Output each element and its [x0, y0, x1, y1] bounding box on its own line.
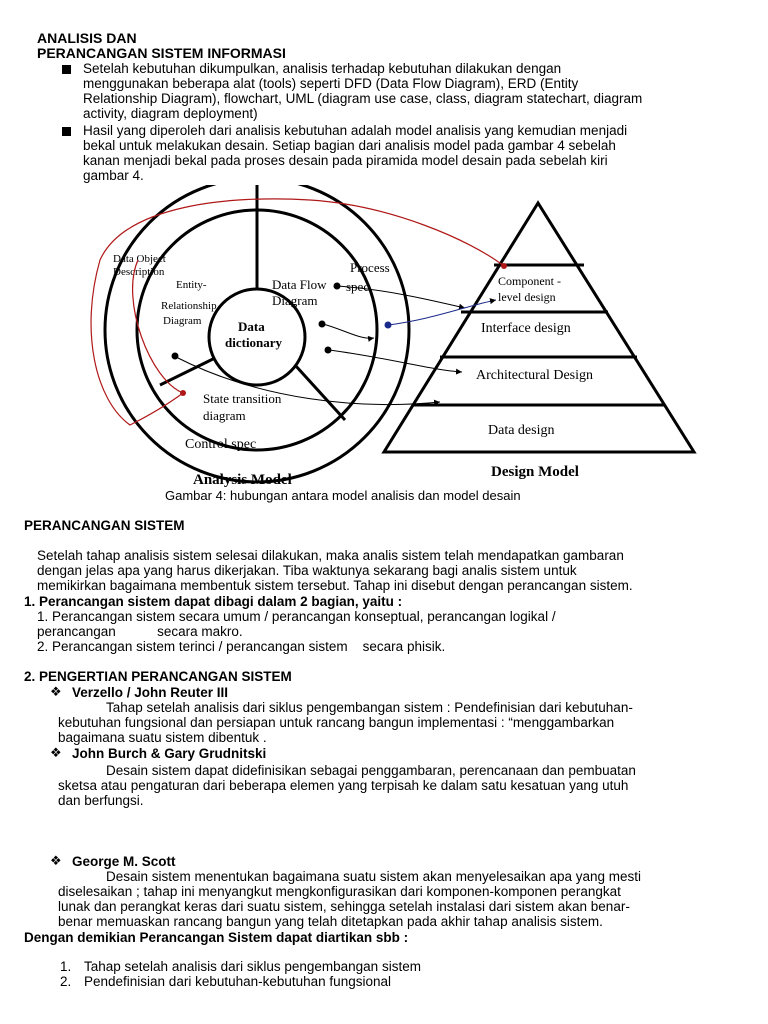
- erd-label-2: Relationship: [161, 300, 217, 312]
- bullet1-line3: Relationship Diagram), flowchart, UML (diagram use case, class, diagram statechart, diagram: [83, 91, 643, 106]
- list-number-1: 1.: [60, 959, 72, 974]
- diamond-bullet-icon: ❖: [50, 684, 62, 699]
- section1-title: PERANCANGAN SISTEM: [24, 518, 185, 533]
- author1-line1: Tahap setelah analisis dari siklus pengembangan sistem : Pendefinisian dari kebutuhan-: [106, 700, 633, 715]
- author2-line3: dan berfungsi.: [58, 793, 144, 808]
- diamond-bullet-icon: ❖: [50, 853, 62, 868]
- figure-caption: Gambar 4: hubungan antara model analisis dan model desain: [165, 488, 521, 503]
- list-item-1: Tahap setelah analisis dari siklus pengembangan sistem: [84, 959, 421, 974]
- diamond-bullet-icon: ❖: [50, 745, 62, 760]
- pspec-label-1: Process: [350, 260, 390, 275]
- author1-line3: bagaimana suatu sistem dibentuk .: [58, 730, 267, 745]
- erd-label-1: Entity-: [176, 279, 207, 291]
- pspec-label-2: spec: [346, 279, 370, 294]
- list-item-2: Pendefinisian dari kebutuhan-kebutuhan fungsional: [84, 974, 391, 989]
- bullet1-line4: activity, diagram deployment): [83, 106, 258, 121]
- dfd-label-1: Data Flow: [272, 277, 327, 292]
- divider-right: [295, 365, 345, 420]
- bullet1-line2: menggunakan beberapa alat (tools) seperti DFD (Data Flow Diagram), ERD (Entity: [83, 76, 579, 91]
- section1-para-3: memikirkan bagaimana membentuk sistem tersebut. Tahap ini disebut dengan perancangan sistem.: [37, 578, 633, 593]
- author2-line1: Desain sistem dapat didefinisikan sebagai penggambaran, perencanaan dan pembuatan: [106, 763, 636, 778]
- section1-item2: 2. Perancangan sistem terinci / perancangan sistem secara phisik.: [37, 639, 446, 654]
- section1-subtitle: 1. Perancangan sistem dapat dibagi dalam 2 bagian, yaitu :: [24, 594, 403, 609]
- bullet2-line2: bekal untuk melakukan desain. Setiap bagian dari analisis model pada gambar 4 sebelah: [83, 138, 616, 153]
- erd-label-3: Diagram: [163, 315, 202, 327]
- section1-para-2: dengan jelas apa yang harus dikerjakan. Tiba waktunya sekarang bagi analis sistem untuk: [37, 563, 577, 578]
- std-label-2: diagram: [203, 408, 246, 423]
- cspec-label: Control spec: [185, 437, 257, 452]
- list-number-2: 2.: [60, 974, 72, 989]
- blue-connector-line: [385, 300, 497, 329]
- author3-line1: Desain sistem menentukan bagaimana suatu sistem akan menyelesaikan apa yang mesti: [106, 869, 642, 884]
- analysis-design-figure: [0, 185, 768, 510]
- author2-name: John Burch & Gary Grudnitski: [72, 746, 267, 761]
- section1-para-1: Setelah tahap analisis sistem selesai dilakukan, maka analis sistem telah mendapatkan gambaran: [37, 548, 624, 563]
- section1-item1a: 1. Perancangan sistem secara umum / perancangan konseptual, perancangan logikal /: [37, 609, 556, 624]
- author3-name: George M. Scott: [72, 854, 176, 869]
- component-label-1: Component -: [498, 274, 561, 288]
- dod-label-1: Data Object: [113, 253, 166, 265]
- bullet2-line3: kanan menjadi bekal pada proses desain pada piramida model desain pada sebelah kiri: [83, 153, 608, 168]
- author3-line4: benar memuaskan rancang bangun yang telah ditetapkan pada akhir tahap analisis sistem.: [58, 914, 603, 929]
- author2-line2: sketsa atau pengaturan dari beberapa elemen yang terpisah ke dalam satu kesatuan yang utuh: [58, 778, 629, 793]
- component-label-2: level design: [498, 290, 556, 304]
- section1-item1b: perancangan secara makro.: [37, 624, 243, 639]
- dod-label-2: Description: [113, 266, 165, 278]
- square-bullet-icon: [62, 65, 71, 74]
- design-model-title: Design Model: [491, 464, 579, 480]
- bullet2-line4: gambar 4.: [83, 168, 144, 183]
- bullet2-line1: Hasil yang diperoleh dari analisis kebutuhan adalah model analisis yang kemudian menjadi: [83, 123, 628, 138]
- author1-line2: kebutuhan fungsional dan persiapan untuk rancang bangun implementasi : “menggambarkan: [58, 715, 615, 730]
- conclusion-text: Dengan demikian Perancangan Sistem dapat diartikan sbb :: [24, 930, 409, 945]
- author3-line3: lunak dan perangkat keras dari suatu sistem, sehingga setelah instalasi dari sistem akan benar-: [58, 899, 630, 914]
- std-label-1: State transition: [203, 391, 282, 406]
- bullet1-line1: Setelah kebutuhan dikumpulkan, analisis terhadap kebutuhan dilakukan dengan: [83, 61, 562, 76]
- architectural-label: Architectural Design: [476, 368, 594, 383]
- dfd-label-2: Diagram: [272, 293, 318, 308]
- analysis-model-title: Analysis Model: [193, 472, 292, 488]
- data-design-label: Data design: [488, 423, 555, 438]
- author3-line2: diselesaikan ; tahap ini menyangkut mengkonfigurasikan dari komponen-komponen perangkat: [58, 884, 621, 899]
- header-line2: PERANCANGAN SISTEM INFORMASI: [37, 45, 286, 61]
- square-bullet-icon: [62, 127, 71, 136]
- data-dictionary-label-2: dictionary: [225, 335, 283, 350]
- author1-name: Verzello / John Reuter III: [72, 685, 229, 700]
- section2-title: 2. PENGERTIAN PERANCANGAN SISTEM: [24, 669, 292, 684]
- data-dictionary-label-1: Data: [238, 319, 265, 334]
- header-line1: ANALISIS DAN: [37, 30, 137, 46]
- interface-label: Interface design: [481, 321, 571, 336]
